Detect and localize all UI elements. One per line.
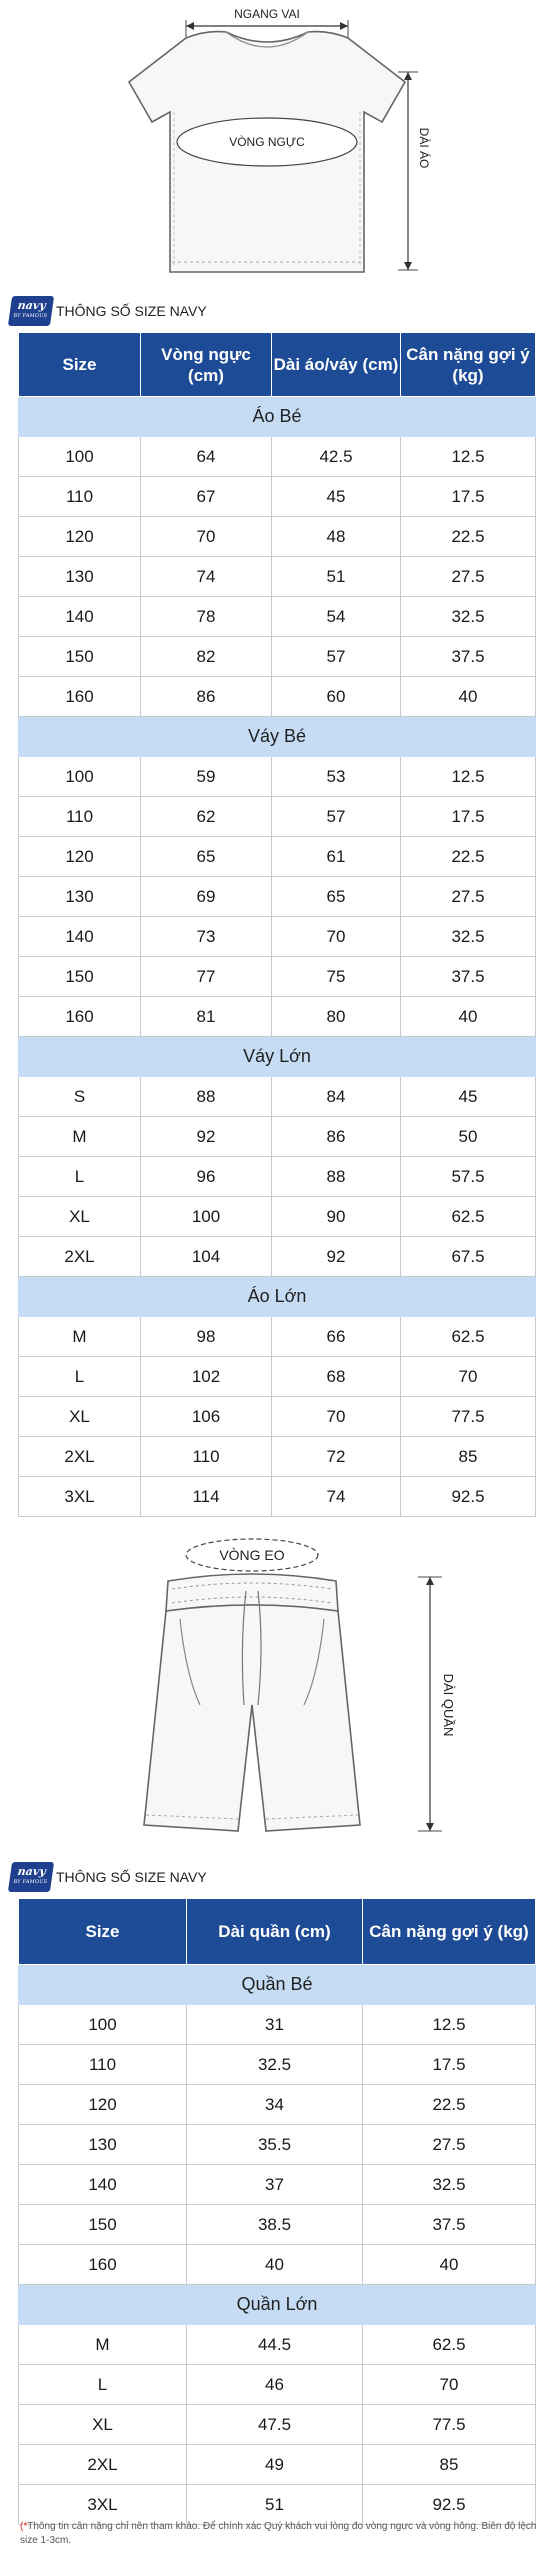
table-cell: 12.5: [363, 2005, 536, 2045]
table-cell: 110: [19, 797, 141, 837]
table-cell: 32.5: [363, 2165, 536, 2205]
tshirt-measurement-diagram: [0, 0, 544, 290]
table-cell: 27.5: [363, 2125, 536, 2165]
table-cell: 130: [19, 2125, 187, 2165]
table-cell: 70: [141, 517, 272, 557]
table-row: [19, 2405, 536, 2445]
shirt-table-header-row: [19, 333, 536, 397]
table-cell: 12.5: [401, 437, 536, 477]
table-cell: 72: [272, 1437, 401, 1477]
table-cell: 140: [19, 917, 141, 957]
group-title: Váy Lớn: [19, 1037, 536, 1077]
table-cell: 160: [19, 2245, 187, 2285]
table-cell: 2XL: [19, 1237, 141, 1277]
table-cell: 106: [141, 1397, 272, 1437]
table-row: [19, 2245, 536, 2285]
table-row: [19, 2165, 536, 2205]
table-cell: 98: [141, 1317, 272, 1357]
table-cell: 82: [141, 637, 272, 677]
column-header-length: Dài áo/váy (cm): [272, 333, 401, 397]
table-row: [19, 2365, 536, 2405]
table-cell: 74: [141, 557, 272, 597]
table-row: [19, 2125, 536, 2165]
table-cell: 38.5: [187, 2205, 363, 2245]
table-row: [19, 597, 536, 637]
table-cell: 17.5: [401, 477, 536, 517]
table-cell: 60: [272, 677, 401, 717]
table-cell: 61: [272, 837, 401, 877]
table-cell: 68: [272, 1357, 401, 1397]
table-cell: 51: [272, 557, 401, 597]
group-title: Quần Lớn: [19, 2285, 536, 2325]
table-row: [19, 1437, 536, 1477]
table-cell: 3XL: [19, 2485, 187, 2525]
shorts-table-title: THÔNG SỐ SIZE NAVY: [56, 1869, 207, 1885]
group-row: [19, 1965, 536, 2005]
table-cell: 42.5: [272, 437, 401, 477]
table-cell: M: [19, 1317, 141, 1357]
table-cell: 12.5: [401, 757, 536, 797]
table-cell: 120: [19, 517, 141, 557]
table-cell: 22.5: [363, 2085, 536, 2125]
table-row: [19, 437, 536, 477]
table-row: [19, 1317, 536, 1357]
table-cell: 37: [187, 2165, 363, 2205]
table-cell: 100: [19, 437, 141, 477]
table-row: [19, 837, 536, 877]
table-row: [19, 1237, 536, 1277]
group-title: Áo Lớn: [19, 1277, 536, 1317]
table-row: [19, 2205, 536, 2245]
table-cell: 100: [141, 1197, 272, 1237]
footnote-marker: (*: [20, 2521, 28, 2532]
table-cell: 46: [187, 2365, 363, 2405]
table-cell: 77.5: [401, 1397, 536, 1437]
group-title: Quần Bé: [19, 1965, 536, 2005]
table-cell: 49: [187, 2445, 363, 2485]
table-cell: 92: [272, 1237, 401, 1277]
table-cell: 54: [272, 597, 401, 637]
table-cell: XL: [19, 1197, 141, 1237]
column-header-weight: Cân nặng gợi ý (kg): [363, 1899, 536, 1965]
table-cell: 114: [141, 1477, 272, 1517]
table-cell: 92: [141, 1117, 272, 1157]
table-cell: XL: [19, 1397, 141, 1437]
table-row: [19, 1357, 536, 1397]
table-cell: 45: [272, 477, 401, 517]
table-cell: 140: [19, 2165, 187, 2205]
table-cell: S: [19, 1077, 141, 1117]
table-cell: 86: [272, 1117, 401, 1157]
table-row: [19, 2045, 536, 2085]
table-cell: 84: [272, 1077, 401, 1117]
table-cell: 69: [141, 877, 272, 917]
table-cell: 40: [401, 677, 536, 717]
table-cell: 32.5: [401, 597, 536, 637]
table-cell: 27.5: [401, 877, 536, 917]
shorts-diagram-graphic: [0, 1525, 544, 1865]
table-cell: 100: [19, 2005, 187, 2045]
table-cell: 70: [272, 1397, 401, 1437]
table-row: [19, 757, 536, 797]
shorts-length-label: DÀI QUẦN: [441, 1673, 456, 1737]
table-cell: 96: [141, 1157, 272, 1197]
table-row: [19, 1157, 536, 1197]
table-cell: 64: [141, 437, 272, 477]
table-cell: 65: [272, 877, 401, 917]
table-row: [19, 997, 536, 1037]
footnote: [20, 2520, 540, 2548]
shorts-measurement-diagram: [0, 1525, 544, 1865]
table-row: [19, 1197, 536, 1237]
table-cell: 32.5: [187, 2045, 363, 2085]
table-row: [19, 637, 536, 677]
table-cell: 70: [272, 917, 401, 957]
table-cell: L: [19, 1357, 141, 1397]
table-cell: M: [19, 2325, 187, 2365]
table-cell: 86: [141, 677, 272, 717]
table-cell: 150: [19, 2205, 187, 2245]
table-cell: 110: [19, 477, 141, 517]
table-cell: 37.5: [401, 957, 536, 997]
table-cell: 92.5: [363, 2485, 536, 2525]
group-title: Váy Bé: [19, 717, 536, 757]
table-row: [19, 517, 536, 557]
table-cell: 44.5: [187, 2325, 363, 2365]
table-cell: L: [19, 2365, 187, 2405]
table-cell: 62: [141, 797, 272, 837]
table-cell: 88: [141, 1077, 272, 1117]
table-cell: 59: [141, 757, 272, 797]
table-row: [19, 957, 536, 997]
table-cell: 70: [401, 1357, 536, 1397]
column-header-pants-length: Dài quần (cm): [187, 1899, 363, 1965]
column-header-weight: Cân nặng gợi ý (kg): [401, 333, 536, 397]
table-cell: 40: [401, 997, 536, 1037]
table-cell: 100: [19, 757, 141, 797]
table-cell: 75: [272, 957, 401, 997]
shirt-size-header: [10, 294, 207, 328]
group-row: [19, 397, 536, 437]
table-cell: 27.5: [401, 557, 536, 597]
column-header-chest: Vòng ngực (cm): [141, 333, 272, 397]
table-cell: 150: [19, 637, 141, 677]
table-cell: 35.5: [187, 2125, 363, 2165]
navy-logo: navy BY FAMOUS: [8, 1862, 54, 1892]
shirt-size-table: [18, 332, 536, 1517]
table-row: [19, 797, 536, 837]
table-cell: 2XL: [19, 2445, 187, 2485]
table-cell: 81: [141, 997, 272, 1037]
table-cell: 130: [19, 557, 141, 597]
table-cell: 40: [363, 2245, 536, 2285]
table-cell: 160: [19, 997, 141, 1037]
table-row: [19, 2485, 536, 2525]
chest-label: VÒNG NGỰC: [229, 135, 305, 149]
table-cell: 120: [19, 2085, 187, 2125]
footnote-text: Thông tin cân nặng chỉ nên tham khảo. Để chính xác Quý khách vui lòng đo vòng ngực và vòng hông. Biên độ lệch size 1-3cm.: [20, 2521, 537, 2546]
table-row: [19, 1117, 536, 1157]
table-cell: 37.5: [401, 637, 536, 677]
table-cell: 90: [272, 1197, 401, 1237]
table-cell: 57: [272, 797, 401, 837]
shirt-table-title: THÔNG SỐ SIZE NAVY: [56, 303, 207, 319]
shirt-length-label: DÀI ÁO: [417, 127, 431, 169]
table-row: [19, 2325, 536, 2365]
table-cell: 77: [141, 957, 272, 997]
table-cell: 92.5: [401, 1477, 536, 1517]
table-cell: 17.5: [363, 2045, 536, 2085]
table-cell: 2XL: [19, 1437, 141, 1477]
table-cell: 48: [272, 517, 401, 557]
shorts-size-table: [18, 1898, 536, 2525]
shoulder-label: NGANG VAI: [234, 7, 300, 21]
table-cell: 45: [401, 1077, 536, 1117]
table-cell: L: [19, 1157, 141, 1197]
table-cell: 57.5: [401, 1157, 536, 1197]
table-cell: 67: [141, 477, 272, 517]
table-row: [19, 2005, 536, 2045]
table-row: [19, 2445, 536, 2485]
table-cell: 73: [141, 917, 272, 957]
shorts-table-header-row: [19, 1899, 536, 1965]
table-cell: M: [19, 1117, 141, 1157]
table-row: [19, 1477, 536, 1517]
table-cell: 85: [401, 1437, 536, 1477]
table-cell: 67.5: [401, 1237, 536, 1277]
group-row: [19, 2285, 536, 2325]
table-cell: 70: [363, 2365, 536, 2405]
group-row: [19, 1037, 536, 1077]
table-cell: 22.5: [401, 517, 536, 557]
table-cell: 88: [272, 1157, 401, 1197]
table-cell: 102: [141, 1357, 272, 1397]
table-row: [19, 1077, 536, 1117]
table-cell: 74: [272, 1477, 401, 1517]
table-cell: XL: [19, 2405, 187, 2445]
table-cell: 47.5: [187, 2405, 363, 2445]
table-row: [19, 877, 536, 917]
column-header-size: Size: [19, 1899, 187, 1965]
table-cell: 80: [272, 997, 401, 1037]
table-cell: 40: [187, 2245, 363, 2285]
table-cell: 51: [187, 2485, 363, 2525]
shorts-size-header: [10, 1860, 207, 1894]
table-cell: 130: [19, 877, 141, 917]
table-cell: 37.5: [363, 2205, 536, 2245]
table-cell: 22.5: [401, 837, 536, 877]
table-cell: 3XL: [19, 1477, 141, 1517]
table-cell: 78: [141, 597, 272, 637]
tshirt-diagram-graphic: [0, 0, 544, 290]
table-cell: 85: [363, 2445, 536, 2485]
table-cell: 110: [19, 2045, 187, 2085]
group-row: [19, 1277, 536, 1317]
table-cell: 120: [19, 837, 141, 877]
table-row: [19, 477, 536, 517]
table-cell: 65: [141, 837, 272, 877]
navy-logo: navy BY FAMOUS: [8, 296, 54, 326]
table-cell: 66: [272, 1317, 401, 1357]
table-cell: 62.5: [363, 2325, 536, 2365]
table-row: [19, 1397, 536, 1437]
table-cell: 50: [401, 1117, 536, 1157]
waist-label: VÒNG EO: [219, 1547, 285, 1563]
table-cell: 150: [19, 957, 141, 997]
table-cell: 34: [187, 2085, 363, 2125]
table-cell: 53: [272, 757, 401, 797]
table-row: [19, 677, 536, 717]
table-cell: 77.5: [363, 2405, 536, 2445]
group-title: Áo Bé: [19, 397, 536, 437]
table-cell: 62.5: [401, 1317, 536, 1357]
table-cell: 104: [141, 1237, 272, 1277]
table-cell: 140: [19, 597, 141, 637]
table-row: [19, 557, 536, 597]
table-cell: 32.5: [401, 917, 536, 957]
table-row: [19, 2085, 536, 2125]
column-header-size: Size: [19, 333, 141, 397]
table-cell: 62.5: [401, 1197, 536, 1237]
table-cell: 57: [272, 637, 401, 677]
table-cell: 31: [187, 2005, 363, 2045]
table-cell: 160: [19, 677, 141, 717]
table-cell: 110: [141, 1437, 272, 1477]
group-row: [19, 717, 536, 757]
table-cell: 17.5: [401, 797, 536, 837]
table-row: [19, 917, 536, 957]
